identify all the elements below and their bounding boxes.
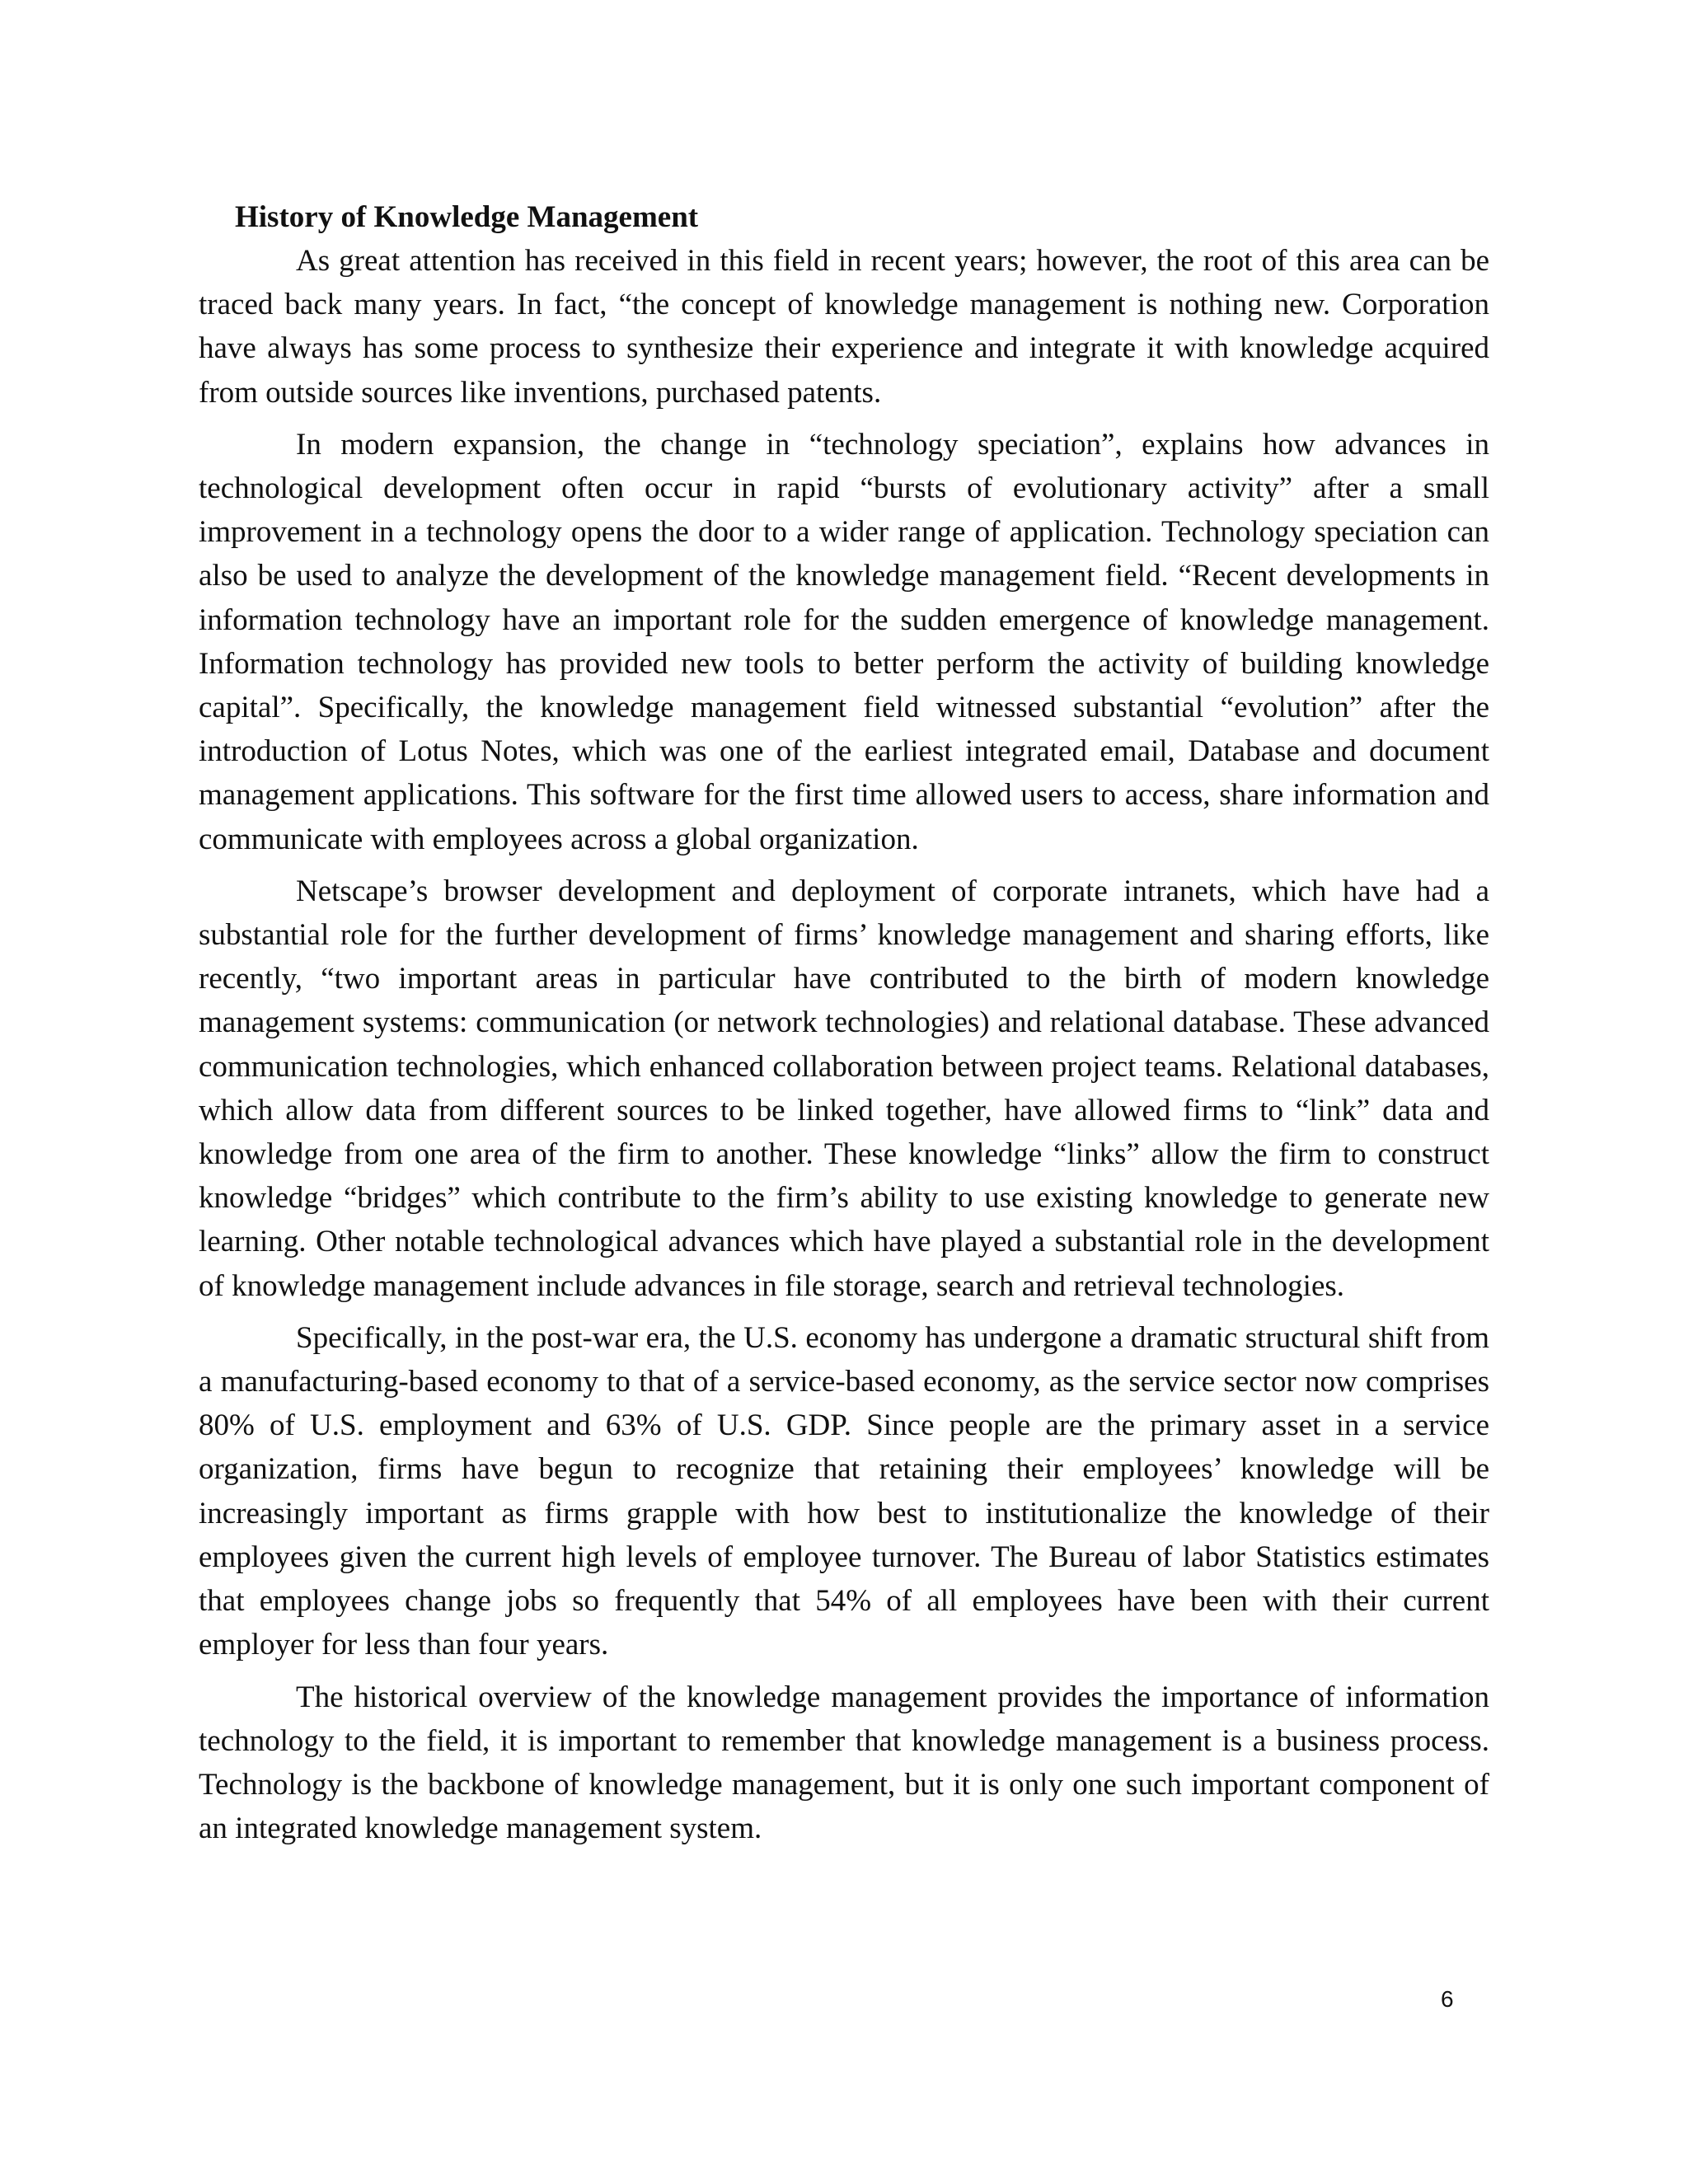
- paragraph-3: Netscape’s browser development and deployment of corporate intranets, which have had a substantial role for the further development of firms’ knowledge management and sharing efforts, like recently, “two important areas in particular have contributed to the birth of modern knowledge management systems: communication (or network technologies) and relational database. These advanced communication technologies, which enhanced collaboration between project teams. Relational databases, which allow data from different sources to be linked together, have allowed firms to “link” data and knowledge from one area of the firm to another. These knowledge “links” allow the firm to construct knowledge “bridges” which contribute to the firm’s ability to use existing knowledge to generate new learning. Other notable technological advances which have played a substantial role in the development of knowledge management include advances in file storage, search and retrieval technologies.: [199, 874, 1489, 1303]
- paragraph-1: As great attention has received in this field in recent years; however, the root of this area can be traced back many years. In fact, “the concept of knowledge management is nothing new. Corporation have always has some process to synthesize their experience and integrate it with knowledge acquired from outside sources like inventions, purchased patents.: [199, 244, 1489, 410]
- page-number: 6: [1441, 1986, 1454, 2012]
- document-body: [199, 198, 1489, 1858]
- paragraph-4: Specifically, in the post-war era, the U.S. economy has undergone a dramatic structural shift from a manufacturing-based economy to that of a service-based economy, as the service sector now comprises 80% of U.S. employment and 63% of U.S. GDP. Since people are the primary asset in a service organization, firms have begun to recognize that retaining their employees’ knowledge will be increasingly important as firms grapple with how best to institutionalize the knowledge of their employees given the current high levels of employee turnover. The Bureau of labor Statistics estimates that employees change jobs so frequently that 54% of all employees have been with their current employer for less than four years.: [199, 1320, 1489, 1662]
- section-heading: History of Knowledge Management: [235, 200, 699, 234]
- paragraph-5: The historical overview of the knowledge management provides the importance of information technology to the field, it is important to remember that knowledge management is a business process. Technology is the backbone of knowledge management, but it is only one such important component of an integrated knowledge management system.: [199, 1680, 1489, 1846]
- paragraph-2: In modern expansion, the change in “technology speciation”, explains how advances in technological development often occur in rapid “bursts of evolutionary activity” after a small improvement in a technology opens the door to a wider range of application. Technology speciation can also be used to analyze the development of the knowledge management field. “Recent developments in information technology have an important role for the sudden emergence of knowledge management. Information technology has provided new tools to better perform the activity of building knowledge capital”. Specifically, the knowledge management field witnessed substantial “evolution” after the introduction of Lotus Notes, which was one of the earliest integrated email, Database and document management applications. This software for the first time allowed users to access, share information and communicate with employees across a global organization.: [199, 427, 1489, 856]
